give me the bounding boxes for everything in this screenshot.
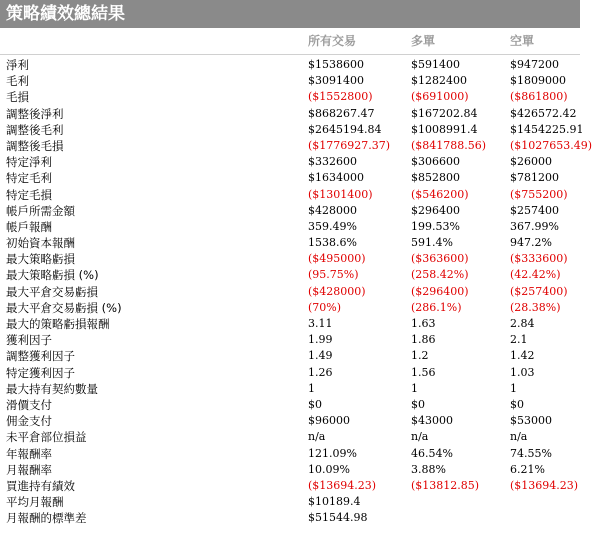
value-long: ($691000): [411, 90, 469, 104]
value-all-trades: 359.49%: [308, 219, 357, 233]
value-short: ($755200): [510, 187, 568, 201]
value-short: 1: [510, 381, 517, 395]
row-label: 未平倉部位損益: [6, 430, 87, 445]
table-row: [0, 365, 580, 381]
row-label: 調整後毛損: [6, 138, 64, 153]
value-short: ($333600): [510, 252, 568, 266]
row-label: 滑價支付: [6, 397, 52, 412]
value-all-trades: 1: [308, 381, 315, 395]
value-all-trades: n/a: [308, 430, 326, 444]
value-all-trades: 1538.6%: [308, 236, 357, 250]
row-label: 調整獲利因子: [6, 349, 75, 364]
value-long: $591400: [411, 58, 460, 71]
value-long: $852800: [411, 171, 460, 185]
value-short: $257400: [510, 203, 559, 217]
value-all-trades: $1538600: [308, 58, 364, 71]
row-label: 淨利: [6, 58, 29, 72]
table-row: [0, 316, 580, 332]
value-long: ($841788.56): [411, 138, 487, 152]
value-all-trades: $3091400: [308, 74, 364, 88]
value-all-trades: ($495000): [308, 252, 366, 266]
table-row: [0, 89, 580, 105]
row-label: 特定淨利: [6, 155, 52, 170]
value-long: 1: [411, 381, 418, 395]
value-long: 1.86: [411, 333, 436, 347]
table-row: [0, 413, 580, 429]
row-label: 帳戶報酬: [6, 219, 52, 234]
value-all-trades: $51544.98: [308, 511, 368, 525]
value-short: 2.84: [510, 317, 535, 330]
value-short: 1.42: [510, 349, 535, 363]
row-label: 月報酬率: [6, 462, 52, 477]
value-all-trades: 3.11: [308, 317, 333, 330]
value-long: 1.63: [411, 317, 436, 330]
table-row: [0, 187, 580, 203]
value-long: 199.53%: [411, 219, 460, 233]
value-all-trades: $96000: [308, 414, 350, 428]
value-short: $0: [510, 397, 524, 411]
value-long: 591.4%: [411, 236, 453, 250]
row-label: 帳戶所需金額: [6, 203, 75, 218]
value-short: $947200: [510, 58, 559, 71]
value-long: ($13812.85): [411, 478, 480, 492]
value-all-trades: $1634000: [308, 171, 364, 185]
value-short: 1.03: [510, 365, 535, 379]
value-long: (286.1%): [411, 300, 462, 314]
value-long: 46.54%: [411, 446, 453, 460]
value-short: $426572.42: [510, 106, 577, 120]
row-label: 調整後毛利: [6, 122, 64, 137]
table-row: [0, 235, 580, 251]
column-header-all-trades: 所有交易: [308, 34, 357, 48]
value-all-trades: $2645194.84: [308, 122, 382, 136]
value-long: n/a: [411, 430, 429, 444]
row-label: 最大策略虧損: [6, 252, 75, 267]
value-all-trades: ($1776927.37): [308, 138, 391, 152]
table-row: [0, 106, 580, 122]
value-long: ($546200): [411, 187, 469, 201]
table-row: [0, 494, 580, 510]
table-row: [0, 170, 580, 186]
table-row: [0, 251, 580, 267]
value-all-trades: 10.09%: [308, 462, 350, 476]
value-short: $53000: [510, 414, 552, 428]
value-all-trades: (70%): [308, 300, 342, 314]
table-row: [0, 446, 580, 462]
column-header-long: 多單: [411, 34, 436, 48]
value-short: 367.99%: [510, 219, 559, 233]
value-all-trades: (95.75%): [308, 268, 359, 282]
value-short: n/a: [510, 430, 528, 444]
table-row: [0, 154, 580, 170]
title-bar: [0, 0, 580, 28]
row-label: 最大持有契約數量: [6, 381, 98, 396]
value-all-trades: $0: [308, 397, 322, 411]
value-short: $781200: [510, 171, 559, 185]
value-all-trades: $868267.47: [308, 106, 375, 120]
header-divider: [0, 54, 580, 55]
value-short: $1454225.91: [510, 122, 584, 136]
value-short: ($257400): [510, 284, 568, 298]
value-long: 1.2: [411, 349, 429, 363]
table-row: [0, 73, 580, 89]
value-all-trades: 1.49: [308, 349, 333, 363]
row-label: 最大策略虧損 (%): [6, 268, 99, 283]
row-label: 調整後淨利: [6, 106, 64, 121]
row-label: 年報酬率: [6, 446, 52, 461]
value-short: $1809000: [510, 74, 566, 88]
value-long: 1.56: [411, 365, 436, 379]
value-short: 2.1: [510, 333, 528, 347]
value-long: ($296400): [411, 284, 469, 298]
row-label: 特定獲利因子: [6, 365, 75, 380]
row-label: 佣金支付: [6, 414, 52, 429]
row-label: 獲利因子: [6, 333, 52, 348]
value-long: 3.88%: [411, 462, 446, 476]
row-label: 買進持有績效: [6, 478, 75, 493]
table-row: [0, 300, 580, 316]
column-header-short: 空單: [510, 34, 535, 48]
row-label: 最大的策略虧損報酬: [6, 317, 110, 331]
table-row: [0, 397, 580, 413]
value-short: 74.55%: [510, 446, 552, 460]
value-long: $1008991.4: [411, 122, 478, 136]
value-all-trades: ($1552800): [308, 90, 373, 104]
row-label: 初始資本報酬: [6, 236, 75, 251]
table-row: [0, 429, 580, 445]
value-all-trades: $332600: [308, 155, 357, 169]
row-label: 月報酬的標準差: [6, 511, 87, 526]
value-long: ($363600): [411, 252, 469, 266]
value-all-trades: ($428000): [308, 284, 366, 298]
table-row: [0, 267, 580, 283]
row-label: 毛利: [6, 74, 29, 89]
value-all-trades: 121.09%: [308, 446, 357, 460]
page-title: 策略績效總結果: [6, 4, 125, 24]
table-row: [0, 122, 584, 138]
table-row: [0, 57, 580, 73]
value-all-trades: $428000: [308, 203, 357, 217]
value-all-trades: ($1301400): [308, 187, 373, 201]
value-short: (42.42%): [510, 268, 561, 282]
table-row: [0, 462, 580, 478]
row-label: 最大平倉交易虧損: [6, 284, 98, 299]
value-all-trades: ($13694.23): [308, 478, 377, 492]
row-label: 最大平倉交易虧損 (%): [6, 300, 122, 315]
value-long: $306600: [411, 155, 460, 169]
table-row: [0, 348, 580, 364]
table-row: [0, 284, 580, 300]
row-label: 特定毛損: [6, 187, 52, 202]
table-row: [0, 510, 580, 526]
value-all-trades: 1.99: [308, 333, 333, 347]
value-short: $26000: [510, 155, 552, 169]
value-long: $167202.84: [411, 106, 478, 120]
value-all-trades: 1.26: [308, 365, 333, 379]
value-short: (28.38%): [510, 300, 561, 314]
row-label: 平均月報酬: [6, 495, 64, 510]
value-long: $43000: [411, 414, 453, 428]
value-long: $296400: [411, 203, 460, 217]
table-row: [0, 138, 592, 154]
row-label: 特定毛利: [6, 171, 52, 186]
value-long: $0: [411, 397, 425, 411]
value-short: 6.21%: [510, 462, 545, 476]
value-short: ($13694.23): [510, 478, 579, 492]
row-label: 毛損: [6, 90, 29, 105]
table-row: [0, 203, 580, 219]
table-row: [0, 332, 580, 348]
value-long: $1282400: [411, 74, 467, 88]
performance-table: [0, 57, 592, 526]
value-long: (258.42%): [411, 268, 469, 282]
value-short: 947.2%: [510, 236, 552, 250]
table-row: [0, 381, 580, 397]
value-short: ($1027653.49): [510, 138, 592, 152]
table-row: [0, 478, 580, 494]
table-row: [0, 219, 580, 235]
value-short: ($861800): [510, 90, 568, 104]
value-all-trades: $10189.4: [308, 495, 361, 509]
